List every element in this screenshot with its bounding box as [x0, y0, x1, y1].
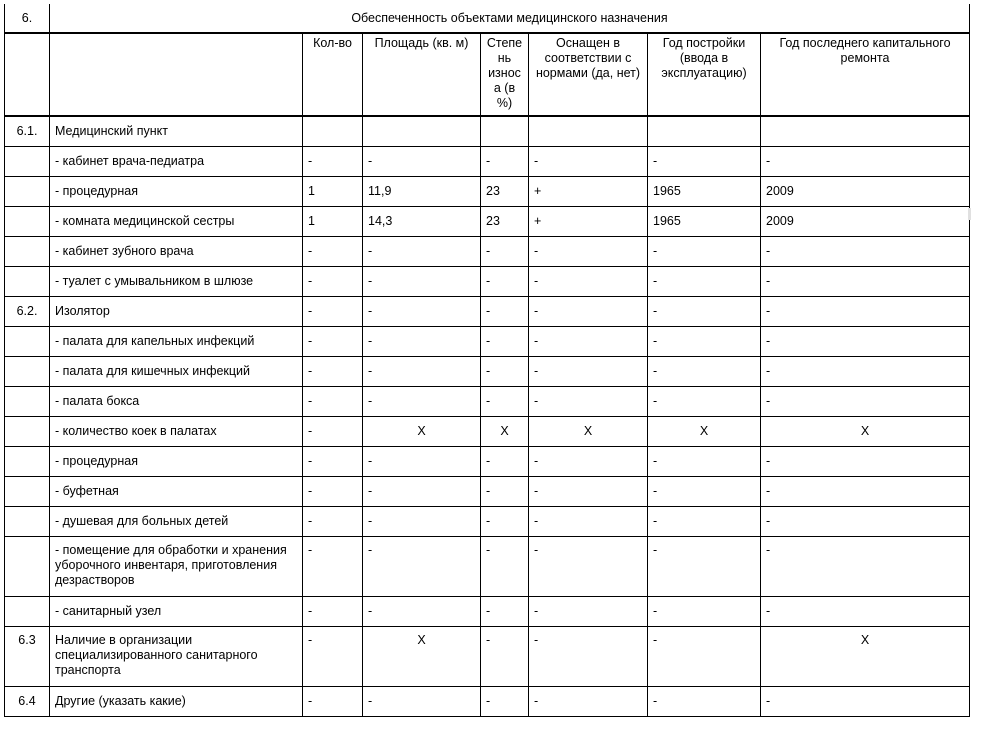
row-cell: - [761, 476, 970, 506]
row-name: - процедурная [50, 176, 303, 206]
row-cell: X [529, 416, 648, 446]
row-name: - помещение для обработки и хранения уборочного инвентаря, приготовления дезрастворов [50, 536, 303, 596]
row-cell: - [363, 596, 481, 626]
row-cell: - [648, 626, 761, 686]
table-row [5, 296, 970, 326]
row-cell: - [481, 596, 529, 626]
row-cell: - [303, 536, 363, 596]
row-number [5, 326, 50, 356]
row-cell: - [303, 146, 363, 176]
row-name: Изолятор [50, 296, 303, 326]
row-cell: - [303, 476, 363, 506]
row-number [5, 206, 50, 236]
row-number [5, 416, 50, 446]
row-name: - санитарный узел [50, 596, 303, 626]
row-cell: 2009 [761, 206, 970, 236]
row-name: - количество коек в палатах [50, 416, 303, 446]
row-cell: - [529, 626, 648, 686]
row-cell: - [529, 326, 648, 356]
row-cell: - [648, 326, 761, 356]
table-row [5, 596, 970, 626]
table-row [5, 686, 970, 716]
row-cell: - [481, 386, 529, 416]
row-number [5, 146, 50, 176]
row-cell: - [761, 686, 970, 716]
facilities-table [4, 4, 970, 717]
row-cell: 1 [303, 176, 363, 206]
row-cell: - [648, 146, 761, 176]
row-cell: - [303, 506, 363, 536]
table-row [5, 206, 970, 236]
table-row [5, 266, 970, 296]
row-cell: 1965 [648, 176, 761, 206]
row-cell: - [481, 146, 529, 176]
row-cell: - [481, 236, 529, 266]
section-title: Обеспеченность объектами медицинского назначения [50, 4, 970, 33]
row-name: Наличие в организации специализированного санитарного транспорта [50, 626, 303, 686]
row-cell: X [363, 626, 481, 686]
row-cell [529, 116, 648, 146]
row-cell: X [761, 626, 970, 686]
row-cell: - [481, 296, 529, 326]
row-name: - буфетная [50, 476, 303, 506]
row-cell: - [761, 446, 970, 476]
row-cell: - [303, 326, 363, 356]
row-cell [363, 116, 481, 146]
row-cell: - [363, 536, 481, 596]
table-row [5, 536, 970, 596]
row-cell: - [529, 296, 648, 326]
row-number [5, 236, 50, 266]
header-wear: Степе нь износ а (в %) [481, 33, 529, 116]
row-cell: - [481, 506, 529, 536]
row-cell: 2009 [761, 176, 970, 206]
row-cell [761, 116, 970, 146]
table-row [5, 626, 970, 686]
row-cell: + [529, 176, 648, 206]
row-cell: - [363, 236, 481, 266]
edge-mark [968, 208, 971, 220]
table-row [5, 446, 970, 476]
row-number: 6.2. [5, 296, 50, 326]
row-name: - кабинет зубного врача [50, 236, 303, 266]
row-cell: - [481, 626, 529, 686]
row-cell: - [529, 386, 648, 416]
row-cell: - [648, 476, 761, 506]
table-row [5, 236, 970, 266]
row-cell: - [761, 356, 970, 386]
row-cell: - [648, 236, 761, 266]
row-cell: + [529, 206, 648, 236]
row-cell: - [363, 326, 481, 356]
row-number [5, 476, 50, 506]
row-cell: X [363, 416, 481, 446]
row-cell: - [648, 356, 761, 386]
row-number [5, 506, 50, 536]
row-cell: - [481, 686, 529, 716]
row-cell: - [761, 326, 970, 356]
row-cell: - [761, 146, 970, 176]
row-cell: - [761, 266, 970, 296]
table-body [5, 4, 970, 716]
section-number: 6. [5, 4, 50, 33]
row-cell: - [761, 236, 970, 266]
column-header-row [5, 33, 970, 116]
row-cell: - [481, 476, 529, 506]
row-name: - комната медицинской сестры [50, 206, 303, 236]
row-cell: - [529, 596, 648, 626]
header-repair-year: Год последнего капитального ремонта [761, 33, 970, 116]
row-cell: - [648, 506, 761, 536]
row-cell: - [303, 446, 363, 476]
row-cell: - [363, 506, 481, 536]
row-cell: - [761, 596, 970, 626]
row-cell: - [303, 386, 363, 416]
row-cell: - [303, 296, 363, 326]
row-number [5, 356, 50, 386]
row-name: - палата бокса [50, 386, 303, 416]
row-cell: - [363, 266, 481, 296]
row-cell: - [481, 356, 529, 386]
row-cell: - [363, 476, 481, 506]
row-cell: - [648, 686, 761, 716]
header-quantity: Кол-во [303, 33, 363, 116]
row-cell [648, 116, 761, 146]
row-name: - кабинет врача-педиатра [50, 146, 303, 176]
row-name: Другие (указать какие) [50, 686, 303, 716]
row-number [5, 176, 50, 206]
row-name: - туалет с умывальником в шлюзе [50, 266, 303, 296]
table-row [5, 386, 970, 416]
row-number [5, 596, 50, 626]
row-name: - палата для кишечных инфекций [50, 356, 303, 386]
row-cell: X [761, 416, 970, 446]
row-cell: - [363, 386, 481, 416]
row-name: - процедурная [50, 446, 303, 476]
row-cell: - [529, 146, 648, 176]
section-title-row [5, 4, 970, 33]
row-number [5, 386, 50, 416]
header-area: Площадь (кв. м) [363, 33, 481, 116]
row-number [5, 446, 50, 476]
row-cell: - [303, 596, 363, 626]
table-row [5, 476, 970, 506]
row-cell: - [529, 356, 648, 386]
row-cell: - [303, 356, 363, 386]
row-cell: - [648, 266, 761, 296]
row-cell: - [481, 536, 529, 596]
row-name: - палата для капельных инфекций [50, 326, 303, 356]
row-number [5, 536, 50, 596]
row-cell: - [363, 146, 481, 176]
row-cell: - [648, 596, 761, 626]
row-cell: - [529, 536, 648, 596]
row-cell: - [481, 266, 529, 296]
row-cell: 14,3 [363, 206, 481, 236]
row-cell: - [761, 386, 970, 416]
row-cell: - [303, 266, 363, 296]
table-row [5, 416, 970, 446]
row-cell: - [529, 476, 648, 506]
header-name-cell [50, 33, 303, 116]
row-cell: - [303, 626, 363, 686]
header-build-year: Год постройки (ввода в эксплуатацию) [648, 33, 761, 116]
row-cell: - [648, 296, 761, 326]
row-cell: - [761, 296, 970, 326]
row-cell: - [648, 536, 761, 596]
row-number: 6.1. [5, 116, 50, 146]
row-cell: - [363, 686, 481, 716]
row-cell: - [529, 236, 648, 266]
row-name: - душевая для больных детей [50, 506, 303, 536]
row-cell: 1 [303, 206, 363, 236]
table-row [5, 326, 970, 356]
row-cell: - [761, 506, 970, 536]
table-row [5, 146, 970, 176]
row-cell: - [481, 446, 529, 476]
row-cell: - [648, 386, 761, 416]
row-cell [481, 116, 529, 146]
row-cell: - [529, 446, 648, 476]
row-cell: - [481, 326, 529, 356]
row-cell: X [648, 416, 761, 446]
row-number: 6.3 [5, 626, 50, 686]
row-cell: - [303, 416, 363, 446]
row-cell: 11,9 [363, 176, 481, 206]
row-cell: 23 [481, 176, 529, 206]
row-cell: - [303, 236, 363, 266]
row-number [5, 266, 50, 296]
table-row [5, 506, 970, 536]
row-name: Медицинский пункт [50, 116, 303, 146]
table-row [5, 356, 970, 386]
row-cell [303, 116, 363, 146]
header-equipped: Оснащен в соответствии с нормами (да, нет) [529, 33, 648, 116]
row-cell: 1965 [648, 206, 761, 236]
row-cell: 23 [481, 206, 529, 236]
row-cell: - [363, 296, 481, 326]
row-cell: X [481, 416, 529, 446]
row-number: 6.4 [5, 686, 50, 716]
row-cell: - [529, 506, 648, 536]
row-cell: - [529, 266, 648, 296]
table-row [5, 176, 970, 206]
row-cell: - [303, 686, 363, 716]
row-cell: - [648, 446, 761, 476]
table-row [5, 116, 970, 146]
row-cell: - [363, 446, 481, 476]
row-cell: - [363, 356, 481, 386]
row-cell: - [529, 686, 648, 716]
row-cell: - [761, 536, 970, 596]
header-number-cell [5, 33, 50, 116]
